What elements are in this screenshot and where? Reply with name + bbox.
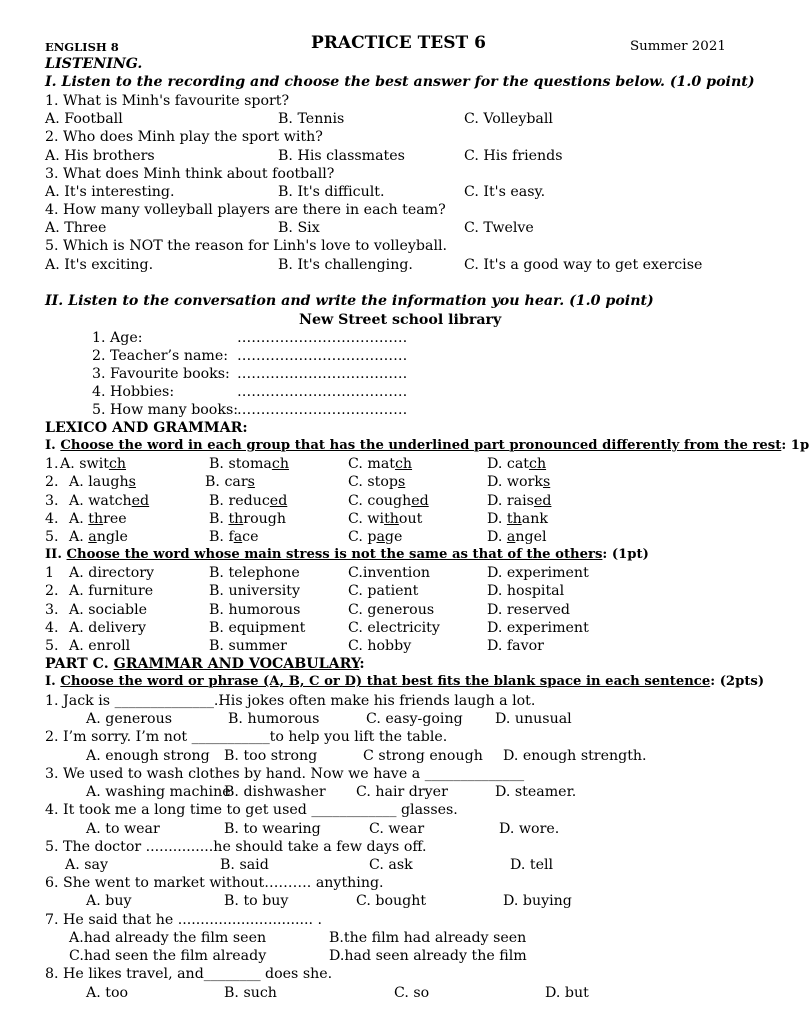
fill-dots: ……………………………… [237,402,408,418]
option-a: A. Three [45,220,107,236]
option-b: B.the film had already seen [329,930,527,946]
option-b: B. It's challenging. [278,257,413,273]
fill-label: 4. Hobbies: [92,384,175,400]
option-d: D. but [545,985,589,1001]
option-b: B. His classmates [278,148,405,164]
row-number: 1. [45,456,59,472]
option-c: C. It's a good way to get exercise [464,257,703,273]
lexico-instruction-1 [45,437,809,455]
option-c: C. stops [348,474,406,490]
option-a: A. It's interesting. [45,184,175,200]
option-a: A. directory [69,565,155,581]
option-c: C. bought [356,893,427,909]
option-a: A. Football [45,111,123,127]
option-c: C. hair dryer [356,784,448,800]
fill-label: 1. Age: [92,330,143,346]
option-a: A. enough strong [86,748,210,764]
option-b: B. humorous [209,602,301,618]
option-a: A. three [69,511,127,527]
lexico-instruction-2 [45,546,649,564]
question-text: 1. Jack is ______________.His jokes often make his friends laugh a lot. [45,693,536,709]
option-b: B. Tennis [278,111,345,127]
option-c: C. patient [348,583,419,599]
answer-blank: ______________ [424,766,525,782]
question-text: 6. She went to market without………. anything. [45,875,384,891]
fill-dots: ……………………………… [237,366,408,382]
option-d: D. steamer. [495,784,577,800]
option-b: B. to wearing [224,821,321,837]
question-text: 5. The doctor ...............he should take a few days off. [45,839,427,855]
question-text: 2. I’m sorry. I’m not ___________to help you lift the table. [45,729,448,745]
option-d: D. raised [487,493,552,509]
question-text: 5. Which is NOT the reason for Linh's love to volleyball. [45,238,448,254]
option-d: D. thank [487,511,548,527]
answer-blank: ____________ [311,802,397,818]
option-d: D. hospital [487,583,565,599]
option-a: A. laughs [69,474,136,490]
option-c: C. so [394,985,430,1001]
option-a: A. furniture [69,583,154,599]
option-a: A. to wear [86,821,160,837]
option-c: C. ask [369,857,413,873]
option-b: B. university [209,583,300,599]
option-a: A. delivery [69,620,147,636]
option-a: A. watched [69,493,150,509]
question-text: 3. What does Minh think about football? [45,166,335,182]
option-a: A. enroll [69,638,131,654]
option-d: D. favor [487,638,544,654]
page-title: PRACTICE TEST 6 [311,33,486,53]
partc-instruction [45,673,764,691]
option-b: B. Six [278,220,320,236]
fill-dots: ……………………………… [237,330,408,346]
option-c: C. coughed [348,493,429,509]
option-d: D. angel [487,529,547,545]
instr-num: I. [45,438,61,453]
option-c: C.had seen the film already [69,948,267,964]
fill-dots: ……………………………… [237,348,408,364]
instr-tail: : (2pts) [710,674,765,689]
row-number: 2. [45,583,59,599]
question-text: 4. How many volleyball players are there in each team? [45,202,446,218]
option-c: C. hobby [348,638,412,654]
subject-label: ENGLISH 8 [45,40,119,54]
option-d: D. enough strength. [503,748,647,764]
option-d: D. catch [487,456,547,472]
option-c: C. Twelve [464,220,534,236]
row-number: 4. [45,511,59,527]
option-d: D.had seen already the film [329,948,527,964]
question-text: 2. Who does Minh play the sport with? [45,129,323,145]
option-b: B. telephone [209,565,300,581]
instr-tail: : (1pt) [602,547,649,562]
instr-text: Choose the word whose main stress is not the same as that of the others [66,547,603,562]
option-b: B. too strong [224,748,318,764]
option-d: D. buying [503,893,572,909]
option-d: D. experiment [487,620,589,636]
option-a: A. angle [69,529,128,545]
listening-heading: LISTENING. [45,56,143,72]
question-text: 7. He said that he .............................. . [45,912,323,928]
option-a: A. switch [60,456,127,472]
option-b: B. summer [209,638,287,654]
option-b: B. through [209,511,286,527]
row-number: 3. [45,493,59,509]
instr-text: Choose the word in each group that has the underlined part pronounced differently from the rest [60,438,782,453]
option-d: D. works [487,474,551,490]
option-a: A. washing machine [86,784,231,800]
option-c: C. generous [348,602,435,618]
instr-tail: : 1p [781,438,809,453]
option-c: C. easy-going [366,711,463,727]
option-b: B. dishwasher [224,784,326,800]
partc-title: GRAMMAR AND VOCABULARY [113,656,360,672]
option-c: C. Volleyball [464,111,553,127]
option-c: C. page [348,529,403,545]
partc-pre: PART C. [45,656,114,672]
answer-blank: ______________ [114,693,214,709]
fill-label: 3. Favourite books: [92,366,230,382]
option-c: C. It's easy. [464,184,546,200]
row-number: 1 [45,565,55,581]
listening-instruction-1: I. Listen to the recording and choose the best answer for the questions below. (1.0 point) [45,74,755,90]
fill-dots: ……………………………… [237,384,408,400]
option-c: C. His friends [464,148,563,164]
option-d: D. unusual [495,711,572,727]
instr-num: I. [45,674,61,689]
row-number: 4. [45,620,59,636]
option-a: A. His brothers [45,148,155,164]
option-b: B. such [224,985,277,1001]
question-text: 3. We used to wash clothes by hand. Now we have a ______________ [45,766,525,782]
option-b: B. equipment [209,620,306,636]
question-text: 1. What is Minh's favourite sport? [45,93,290,109]
instr-text: Choose the word or phrase (A, B, C or D) that best fits the blank space in each sentence [60,674,711,689]
library-subtitle: New Street school library [299,312,502,328]
option-c: C. wear [369,821,425,837]
lexico-heading: LEXICO AND GRAMMAR: [45,420,248,436]
listening-instruction-2: II. Listen to the conversation and write the information you hear. (1.0 point) [45,293,654,309]
option-a: A. generous [86,711,173,727]
option-d: D. tell [510,857,554,873]
option-c: C. electricity [348,620,440,636]
row-number: 5. [45,638,59,654]
partc-heading [45,655,365,673]
option-b: B. It's difficult. [278,184,385,200]
option-c: C strong enough [363,748,483,764]
option-b: B. humorous [228,711,320,727]
question-text: 8. He likes travel, and________ does she. [45,966,333,982]
row-number: 2. [45,474,59,490]
option-c: C. match [348,456,413,472]
answer-blank: ________ [203,966,261,982]
row-number: 5. [45,529,59,545]
option-b: B. cars [205,474,255,490]
option-a: A. sociable [69,602,148,618]
option-b: B. said [220,857,269,873]
instr-num: II. [45,547,67,562]
fill-label: 5. How many books: [92,402,239,418]
option-d: D. experiment [487,565,589,581]
option-c: C. without [348,511,423,527]
option-b: B. to buy [224,893,289,909]
option-a: A. It's exciting. [45,257,154,273]
option-b: B. reduced [209,493,288,509]
answer-blank: ___________ [191,729,270,745]
option-b: B. stomach [209,456,289,472]
option-c: C.invention [348,565,431,581]
option-a: A. buy [86,893,132,909]
partc-colon: : [359,656,365,672]
option-d: D. wore. [499,821,560,837]
fill-label: 2. Teacher’s name: [92,348,229,364]
term-label: Summer 2021 [630,39,726,54]
row-number: 3. [45,602,59,618]
option-b: B. face [209,529,259,545]
option-d: D. reserved [487,602,571,618]
question-text: 4. It took me a long time to get used ____________ glasses. [45,802,458,818]
option-a: A.had already the film seen [69,930,267,946]
option-a: A. say [65,857,109,873]
option-a: A. too [86,985,129,1001]
